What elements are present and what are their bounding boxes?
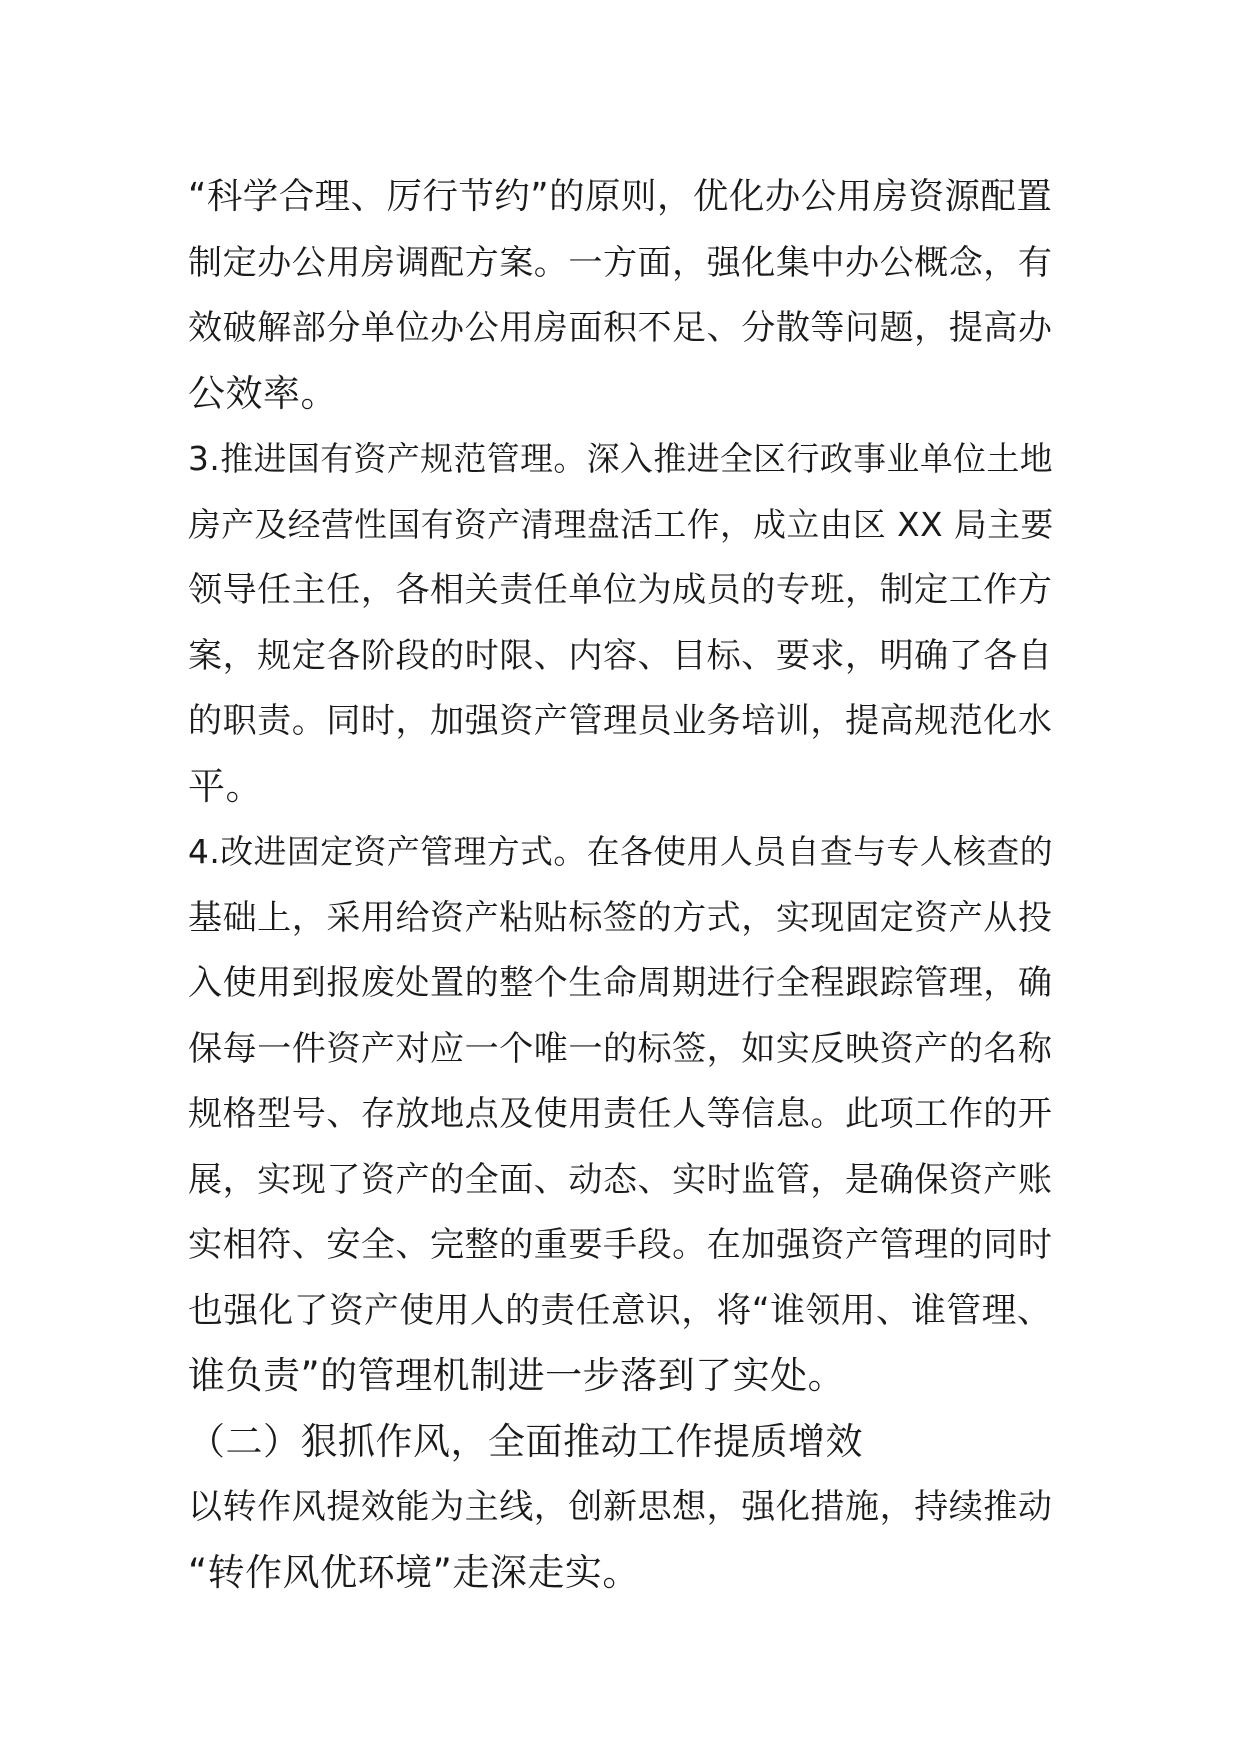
text-line: 实相符、安全、完整的重要手段。在加强资产管理的同时 bbox=[188, 1225, 1053, 1265]
text-line: 以转作风提效能为主线，创新思想，强化措施，持续推动 bbox=[188, 1487, 1053, 1527]
text-line: 平。 bbox=[188, 765, 263, 808]
text-line: 展，实现了资产的全面、动态、实时监管，是确保资产账 bbox=[188, 1160, 1053, 1200]
text-line: “转作风优环境”走深走实。 bbox=[188, 1551, 640, 1594]
text-line: 保每一件资产对应一个唯一的标签，如实反映资产的名称 bbox=[188, 1029, 1053, 1069]
text-line: 房产及经营性国有资产清理盘活工作，成立由区 XX 局主要 bbox=[188, 506, 1054, 544]
text-line: 也强化了资产使用人的责任意识，将“谁领用、谁管理、 bbox=[188, 1291, 1053, 1331]
text-line: 领导任主任，各相关责任单位为成员的专班，制定工作方 bbox=[188, 570, 1053, 610]
text-line: 案，规定各阶段的时限、内容、目标、要求，明确了各自 bbox=[188, 636, 1053, 676]
text-line: 规格型号、存放地点及使用责任人等信息。此项工作的开 bbox=[188, 1094, 1053, 1134]
text-line: 4.改进固定资产管理方式。在各使用人员自查与专人核查的 bbox=[188, 833, 1054, 871]
text-line: 效破解部分单位办公用房面积不足、分散等问题，提高办 bbox=[188, 308, 1053, 348]
text-line: 3.推进国有资产规范管理。深入推进全区行政事业单位土地 bbox=[188, 440, 1054, 478]
text-line: 公效率。 bbox=[188, 372, 338, 415]
text-line: 的职责。同时，加强资产管理员业务培训，提高规范化水 bbox=[188, 701, 1053, 741]
text-line: “科学合理、厉行节约”的原则，优化办公用房资源配置 bbox=[188, 176, 1053, 217]
text-line: 制定办公用房调配方案。一方面，强化集中办公概念，有 bbox=[188, 243, 1053, 283]
text-line: 基础上，采用给资产粘贴标签的方式，实现固定资产从投 bbox=[188, 898, 1053, 938]
text-line: 入使用到报废处置的整个生命周期进行全程跟踪管理，确 bbox=[188, 963, 1053, 1003]
text-line: 谁负责”的管理机制进一步落到了实处。 bbox=[188, 1354, 846, 1397]
section-heading: （二）狠抓作风，全面推动工作提质增效 bbox=[188, 1420, 863, 1463]
